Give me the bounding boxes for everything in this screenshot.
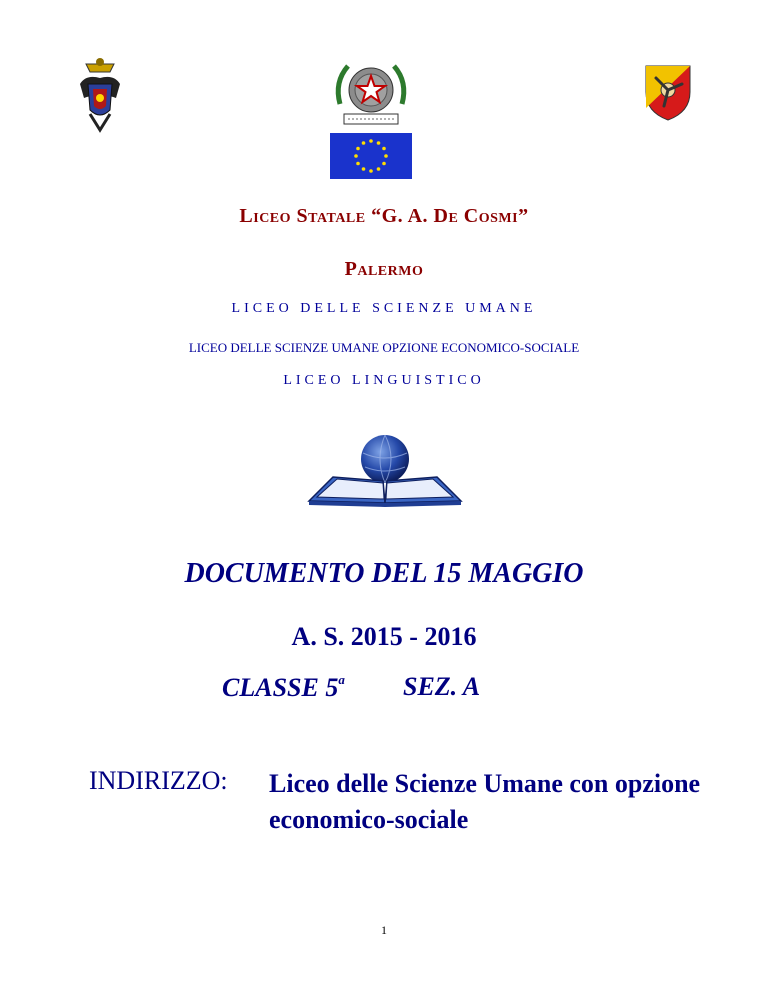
eu-flag-icon <box>330 133 412 179</box>
globe-book-logo-icon <box>305 433 465 509</box>
address-value: Liceo delle Scienze Umane con opzione economico-sociale <box>269 769 701 834</box>
class-label <box>222 672 345 703</box>
track-human-sciences: LICEO DELLE SCIENZE UMANE <box>231 301 537 316</box>
page-number: 1 <box>381 923 387 937</box>
sicily-region-emblem-icon <box>640 62 696 122</box>
class-label-text: CLASSE 5 <box>222 673 339 702</box>
section-label: SEZ. A <box>403 672 481 701</box>
class-superscript: a <box>338 672 345 687</box>
school-year: A. S. 2015 - 2016 <box>291 622 477 651</box>
palermo-coat-of-arms-icon <box>76 54 124 134</box>
document-title: DOCUMENTO DEL 15 MAGGIO <box>184 558 584 589</box>
track-economic-social: LICEO DELLE SCIENZE UMANE OPZIONE ECONOMICO-SOCIALE <box>188 340 580 355</box>
track-linguistic: LICEO LINGUISTICO <box>283 373 485 388</box>
school-name: Liceo Statale “G. A. De Cosmi” <box>239 205 529 227</box>
italian-republic-emblem-icon <box>330 58 412 130</box>
school-city: Palermo <box>344 258 424 280</box>
address-label: INDIRIZZO: <box>89 766 228 795</box>
